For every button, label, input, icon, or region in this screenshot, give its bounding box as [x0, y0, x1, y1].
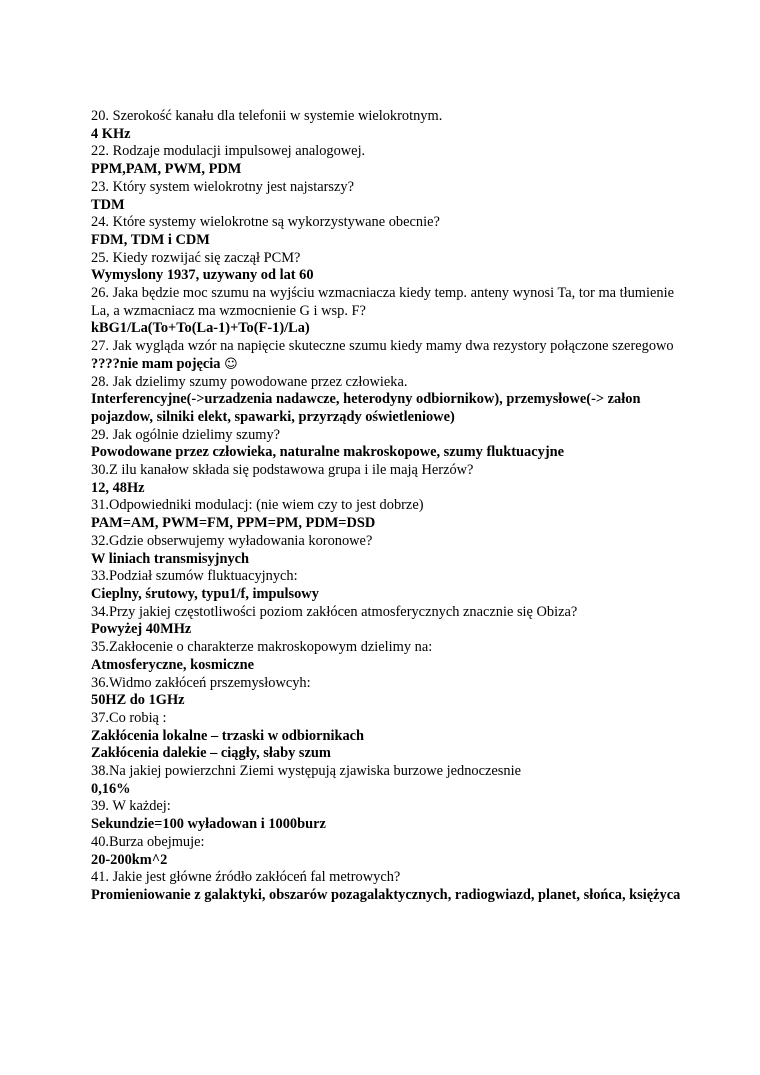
answer-text-content: Zakłócenia lokalne – trzaski w odbiornikach	[91, 727, 365, 744]
qa-item	[91, 675, 681, 710]
question-text: 35.Zakłocenie o charakterze makroskopowym dzielimy na:	[91, 639, 433, 656]
answer-text	[91, 692, 681, 710]
qa-item	[91, 533, 681, 568]
answer-text	[91, 745, 681, 763]
answer-text	[91, 444, 681, 462]
answer-text-content: Atmosferyczne, kosmiczne	[91, 656, 255, 673]
answer-text-content: Interferencyjne(->urzadzenia nadawcze, heterodyny odbiornikow), przemysłowe(-> załon pojazdow, silniki elekt, spawarki, przyrządy oświetleniowe)	[91, 391, 641, 425]
answer-text-content: FDM, TDM i CDM	[91, 231, 210, 248]
qa-item	[91, 285, 681, 338]
answer-text	[91, 515, 681, 533]
answer-text	[91, 232, 681, 250]
qa-item	[91, 143, 681, 178]
answer-text	[91, 161, 681, 179]
answer-text	[91, 320, 681, 338]
answer-text	[91, 391, 681, 426]
question-text: 25. Kiedy rozwijać się zaczął PCM?	[91, 249, 301, 266]
document-body	[91, 108, 681, 905]
qa-item	[91, 108, 681, 143]
answer-text	[91, 197, 681, 215]
answer-text-content: 4 KHz	[91, 125, 131, 142]
question-text: 28. Jak dzielimy szumy powodowane przez człowieka.	[91, 373, 408, 390]
answer-text	[91, 657, 681, 675]
qa-item	[91, 710, 681, 763]
question-text: 34.Przy jakiej częstotliwości poziom zakłócen atmosferycznych znacznie się Obiza?	[91, 603, 578, 620]
answer-text-content: Cieplny, śrutowy, typu1/f, impulsowy	[91, 585, 319, 602]
answer-text-content: 12, 48Hz	[91, 479, 145, 496]
smiley-icon: ☺	[224, 356, 238, 372]
answer-text	[91, 586, 681, 604]
answer-text-content: PAM=AM, PWM=FM, PPM=PM, PDM=DSD	[91, 515, 376, 532]
question-text: 20. Szerokość kanału dla telefonii w systemie wielokrotnym.	[91, 108, 443, 124]
answer-text	[91, 126, 681, 144]
qa-item	[91, 834, 681, 869]
answer-text-content: Zakłócenia dalekie – ciągły, słaby szum	[91, 745, 331, 762]
answer-text	[91, 480, 681, 498]
qa-item	[91, 604, 681, 639]
answer-text-content: kBG1/La(To+To(La-1)+To(F-1)/La)	[91, 320, 310, 337]
question-text: 24. Które systemy wielokrotne są wykorzystywane obecnie?	[91, 214, 440, 231]
question-text: 27. Jak wygląda wzór na napięcie skuteczne szumu kiedy mamy dwa rezystory połączone szeregowo	[91, 338, 674, 355]
qa-item	[91, 338, 681, 373]
question-text: 37.Co robią :	[91, 709, 167, 726]
qa-item	[91, 763, 681, 798]
answer-text-content: Wymyslony 1937, uzywany od lat 60	[91, 267, 314, 284]
question-text: 32.Gdzie obserwujemy wyładowania koronowe?	[91, 532, 373, 549]
answer-text	[91, 728, 681, 746]
question-text: 22. Rodzaje modulacji impulsowej analogowej.	[91, 143, 366, 160]
answer-text	[91, 551, 681, 569]
qa-item	[91, 462, 681, 497]
answer-text-content: Sekundzie=100 wyładowan i 1000burz	[91, 816, 326, 833]
answer-text-content: PPM,PAM, PWM, PDM	[91, 161, 242, 178]
answer-text	[91, 267, 681, 285]
question-text: 38.Na jakiej powierzchni Ziemi występują zjawiska burzowe jednoczesnie	[91, 763, 521, 780]
qa-item	[91, 798, 681, 833]
question-text: 26. Jaka będzie moc szumu na wyjściu wzmacniacza kiedy temp. anteny wynosi Ta, tor ma tłumienie La, a wzmacniacz ma wzmocnienie G i wsp. F?	[91, 285, 674, 319]
answer-text-content: Promieniowanie z galaktyki, obszarów pozagalaktycznych, radiogwiazd, planet, słońca, księżyca	[91, 886, 681, 903]
qa-item	[91, 179, 681, 214]
question-text: 36.Widmo zakłóceń prszemysłowcyh:	[91, 674, 311, 691]
answer-text-content: 20-200km^2	[91, 851, 168, 868]
qa-item	[91, 568, 681, 603]
qa-item	[91, 869, 681, 904]
answer-text	[91, 356, 681, 374]
answer-text-content: 50HZ do 1GHz	[91, 692, 185, 709]
question-text: 30.Z ilu kanałow składa się podstawowa grupa i ile mają Herzów?	[91, 462, 474, 479]
answer-text	[91, 781, 681, 799]
answer-text	[91, 816, 681, 834]
answer-text-content: TDM	[91, 196, 125, 213]
answer-text-content: ????nie mam pojęcia	[91, 355, 225, 372]
question-text: 41. Jakie jest główne źródło zakłóceń fal metrowych?	[91, 869, 401, 886]
answer-text	[91, 887, 681, 905]
question-text: 23. Który system wielokrotny jest najstarszy?	[91, 178, 354, 195]
question-text: 40.Burza obejmuje:	[91, 833, 205, 850]
question-text: 29. Jak ogólnie dzielimy szumy?	[91, 426, 281, 443]
answer-text-content: Powodowane przez człowieka, naturalne makroskopowe, szumy fluktuacyjne	[91, 444, 565, 461]
qa-item	[91, 427, 681, 462]
answer-text-content: W liniach transmisyjnych	[91, 550, 250, 567]
qa-item	[91, 497, 681, 532]
qa-item	[91, 250, 681, 285]
question-text: 39. W każdej:	[91, 798, 171, 815]
question-text: 31.Odpowiedniki modulacj: (nie wiem czy to jest dobrze)	[91, 497, 424, 514]
answer-text	[91, 852, 681, 870]
question-text: 33.Podział szumów fluktuacyjnych:	[91, 568, 298, 585]
qa-item	[91, 374, 681, 427]
qa-item	[91, 639, 681, 674]
answer-text	[91, 621, 681, 639]
answer-text-content: 0,16%	[91, 780, 131, 797]
answer-text-content: Powyżej 40MHz	[91, 621, 192, 638]
qa-item	[91, 214, 681, 249]
